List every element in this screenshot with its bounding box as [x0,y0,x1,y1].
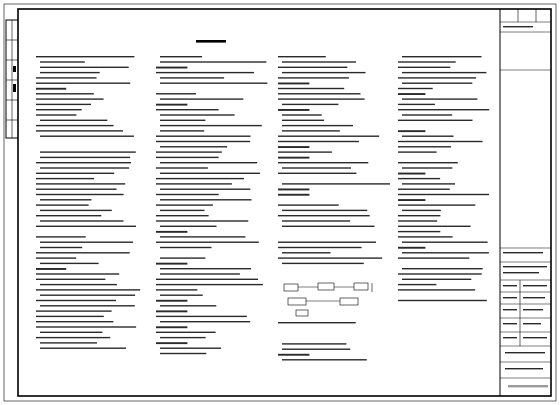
note-text-line [398,77,476,78]
note-text-line [36,183,125,184]
note-text-line [40,247,82,248]
note-text-line [278,77,349,78]
note-text-line [40,136,134,137]
note-text-line [40,120,107,121]
note-heading-line [156,67,187,69]
title-block-text-line [503,337,517,338]
note-text-line [160,348,221,349]
note-text-line [40,210,112,211]
note-text-line [36,337,110,338]
note-text-line [40,242,133,243]
note-text-line [160,120,205,121]
note-text-line [398,204,475,205]
note-heading-line [398,130,425,132]
note-text-line [40,284,117,285]
note-text-line [398,146,451,147]
note-text-line [278,88,344,89]
note-heading-line [278,109,309,111]
note-text-line [278,322,356,323]
watermark [508,385,548,387]
title-block-text-line [523,297,545,298]
note-text-line [398,178,440,179]
note-heading-line [36,268,66,270]
note-heading-line [398,93,425,95]
note-text-line [282,210,367,211]
title-block-text-line [503,252,543,253]
note-heading-line [278,157,309,159]
note-text-line [398,257,469,258]
note-text-line [398,300,487,301]
note-text-line [398,273,482,274]
note-text-line [156,109,219,110]
note-text-line [36,321,113,322]
note-text-line [398,220,437,221]
note-text-line [398,284,436,285]
note-text-line [282,130,340,131]
note-text-line [156,204,213,205]
note-text-line [282,120,324,121]
note-text-line [160,353,206,354]
note-heading-line [398,173,425,175]
note-text-line [40,72,100,73]
note-text-line [36,326,136,327]
note-text-line [398,120,473,121]
note-text-line [156,183,232,184]
note-text-line [278,257,382,258]
note-text-line [160,77,224,78]
note-text-line [160,199,252,200]
note-text-line [160,305,216,306]
note-text-line [160,273,240,274]
note-text-line [282,226,375,227]
note-text-line [278,136,379,137]
note-text-line [160,268,251,269]
title-block-text-line [503,285,517,286]
note-text-line [36,310,112,311]
note-text-line [36,300,116,301]
title-block-text-line [503,297,517,298]
note-text-line [282,61,356,62]
note-text-line [398,88,433,89]
note-heading-line [156,231,187,233]
note-text-line [156,242,259,243]
note-text-line [36,289,140,290]
note-text-line [156,93,196,94]
note-text-line [278,98,365,99]
note-heading-line [156,263,187,265]
note-text-line [398,215,440,216]
note-text-line [156,141,250,142]
note-text-line [278,151,332,152]
title-block-text-line [523,323,541,324]
note-text-line [398,61,456,62]
note-text-line [278,242,376,243]
note-text-line [278,93,361,94]
note-text-line [36,194,124,195]
note-text-line [398,67,450,68]
note-text-line [156,194,219,195]
note-text-line [40,61,85,62]
note-text-line [36,114,76,115]
note-text-line [282,104,338,105]
note-heading-line [156,300,187,302]
note-text-line [40,263,99,264]
sheet-title [196,40,226,43]
note-text-line [156,151,222,152]
note-text-line [402,98,477,99]
note-text-line [160,114,235,115]
note-text-line [36,109,82,110]
note-text-line [160,247,212,248]
title-block-text-line [503,309,517,310]
note-text-line [40,67,129,68]
note-text-line [398,226,471,227]
note-text-line [402,83,472,84]
note-text-line [160,146,227,147]
note-text-line [36,56,134,57]
note-text-line [160,321,250,322]
note-text-line [40,305,135,306]
binding-mark [13,84,16,92]
note-text-line [160,295,203,296]
title-block-text-line [503,272,539,273]
title-block-text-line [503,323,517,324]
note-text-line [278,247,362,248]
note-text-line [398,104,435,105]
note-text-line [278,56,326,57]
note-text-line [278,204,339,205]
note-text-line [40,342,97,343]
note-text-line [402,268,483,269]
note-text-line [36,257,76,258]
note-text-line [36,252,130,253]
note-text-line [36,162,131,163]
note-text-line [282,252,331,253]
note-text-line [402,210,441,211]
note-text-line [160,257,205,258]
note-text-line [402,279,471,280]
note-text-line [160,236,245,237]
note-text-line [40,220,124,221]
binding-mark [13,66,16,72]
note-heading-line [36,88,66,90]
note-text-line [160,162,257,163]
note-text-line [156,316,247,317]
note-text-line [402,72,486,73]
note-text-line [282,125,353,126]
note-text-line [160,210,205,211]
note-text-line [282,349,350,350]
note-text-line [402,114,452,115]
note-text-line [160,337,206,338]
note-text-line [36,77,97,78]
note-text-line [156,72,254,73]
note-text-line [156,289,197,290]
note-text-line [398,236,453,237]
note-text-line [402,242,488,243]
note-text-line [160,98,243,99]
note-text-line [160,61,266,62]
note-heading-line [278,189,309,191]
title-block-text-line [503,26,533,27]
note-heading-line [156,326,187,328]
note-text-line [278,215,370,216]
note-text-line [36,279,105,280]
note-text-line [402,56,482,57]
note-text-line [160,125,262,126]
note-text-line [40,348,126,349]
note-text-line [282,183,390,184]
note-text-line [40,332,102,333]
title-block-text-line [505,352,545,353]
note-text-line [160,173,260,174]
title-block-text-line [503,266,547,267]
note-text-line [36,189,117,190]
note-text-line [398,231,440,232]
note-text-line [402,183,455,184]
note-text-line [160,130,204,131]
note-text-line [36,204,89,205]
note-heading-line [398,247,425,249]
note-text-line [156,279,258,280]
note-text-line [36,236,86,237]
note-text-line [156,136,251,137]
note-heading-line [156,104,187,106]
note-heading-line [278,194,309,196]
note-text-line [36,83,130,84]
note-text-line [36,316,104,317]
note-text-line [398,141,483,142]
note-text-line [398,194,489,195]
note-text-line [36,178,94,179]
note-text-line [36,104,91,105]
note-heading-line [156,310,187,312]
note-text-line [156,157,219,158]
note-text-line [36,98,104,99]
note-heading-line [156,342,187,344]
note-text-line [156,332,216,333]
note-text-line [156,284,263,285]
note-text-line [398,289,475,290]
note-text-line [36,215,101,216]
note-text-line [156,215,209,216]
note-text-line [278,141,359,142]
note-text-line [156,220,248,221]
note-text-line [282,72,366,73]
title-block-text-line [523,337,547,338]
note-text-line [36,273,119,274]
note-text-line [402,136,454,137]
note-text-line [398,189,450,190]
note-text-line [36,173,114,174]
note-text-line [398,162,458,163]
note-text-line [282,114,322,115]
note-text-line [160,189,250,190]
note-text-line [156,178,244,179]
note-text-line [282,220,350,221]
note-heading-line [278,146,309,148]
note-text-line [278,67,347,68]
note-text-line [160,226,217,227]
note-text-line [282,343,346,344]
note-heading-line [278,354,309,356]
note-text-line [40,295,135,296]
note-text-line [402,252,489,253]
title-block-text-line [523,285,547,286]
note-text-line [36,130,123,131]
title-block-text-line [505,368,543,369]
note-text-line [160,56,202,57]
note-text-line [156,167,208,168]
note-text-line [40,167,129,168]
note-text-line [36,125,114,126]
note-text-line [36,226,136,227]
note-text-line [160,83,267,84]
note-text-line [278,173,356,174]
note-heading-line [398,199,425,201]
note-text-line [40,157,130,158]
note-text-line [398,109,489,110]
note-text-line [40,199,92,200]
title-block-text-line [523,309,543,310]
note-text-line [282,167,351,168]
note-text-line [402,167,452,168]
note-heading-line [278,83,309,85]
note-text-line [36,93,94,94]
note-text-line [278,162,368,163]
note-text-line [40,151,136,152]
note-text-line [282,263,364,264]
note-text-line [398,151,437,152]
note-text-line [282,359,367,360]
